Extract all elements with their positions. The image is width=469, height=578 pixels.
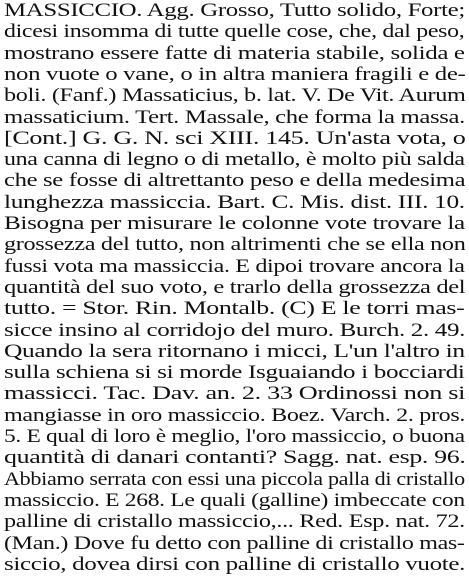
entry-line: lunghezza massiccia. Bart. C. Mis. dist. III. 10. [4,191,465,213]
entry-line: grossezza del tutto, non altrimenti che se ella non [4,234,466,256]
entry-line: MASSICCIO. Agg. Grosso, Tutto solido, Forte; [4,0,465,21]
entry-line: Quando la sera ritornano i micci, L'un l'altro in [4,340,465,362]
entry-line: massicci. Tac. Dav. an. 2. 33 Ordinossi non si [4,383,466,405]
entry-line: sicce insino al corridojo del muro. Burch. 2. 49. [4,319,466,341]
entry-line: sulla schiena si si morde Isguaiando i bocciardi [4,362,465,384]
entry-line: massaticium. Tert. Massale, che forma la massa. [4,106,466,128]
entry-line: Bisogna per misurare le colonne vote trovare la [4,213,465,234]
entry-line: una canna di legno o di metallo, è molto più salda [4,149,465,171]
entry-line: boli. (Fanf.) Massaticius, b. lat. V. De Vit. Aurum [4,85,466,107]
entry-line: non vuote o vane, o in altra maniera fragili e de- [4,63,466,85]
entry-line: tutto. = Stor. Rin. Montalb. (C) E le torri mas- [4,298,465,320]
entry-line: 5. E qual di loro è meglio, l'oro massiccio, o buona [4,426,465,447]
entry-line: Abbiamo serrata con essi una piccola palla di cristallo [4,468,465,490]
entry-line: siccio, dovea dirsi con palline di cristallo vuote. [4,553,466,575]
entry-line: massiccio. E 268. Le quali (galline) imbeccate con [4,489,465,511]
entry-line: dicesi insomma di tutte quelle cose, che, dal peso, [4,21,465,43]
entry-line: mangiasse in oro massiccio. Boez. Varch. 2. pros. [4,404,466,426]
entry-line: [Cont.] G. G. N. sci XIII. 145. Un'asta vota, o [4,127,466,149]
entry-line: quantità del suo voto, e trarlo della grossezza del [4,276,466,298]
entry-line: palline di cristallo massiccio,... Red. Esp. nat. 72. [4,511,465,533]
entry-line: quantità di danari contanti? Sagg. nat. esp. 96. [4,447,466,469]
entry-line: fussi vota ma massiccia. E dipoi trovare ancora la [4,255,465,277]
entry-line: (Man.) Dove fu detto con palline di cristallo mas- [4,532,465,554]
entry-line: che se fosse di altrettanto peso e della medesima [4,170,466,192]
entry-line: mostrano essere fatte di materia stabile, solida e [4,42,465,64]
